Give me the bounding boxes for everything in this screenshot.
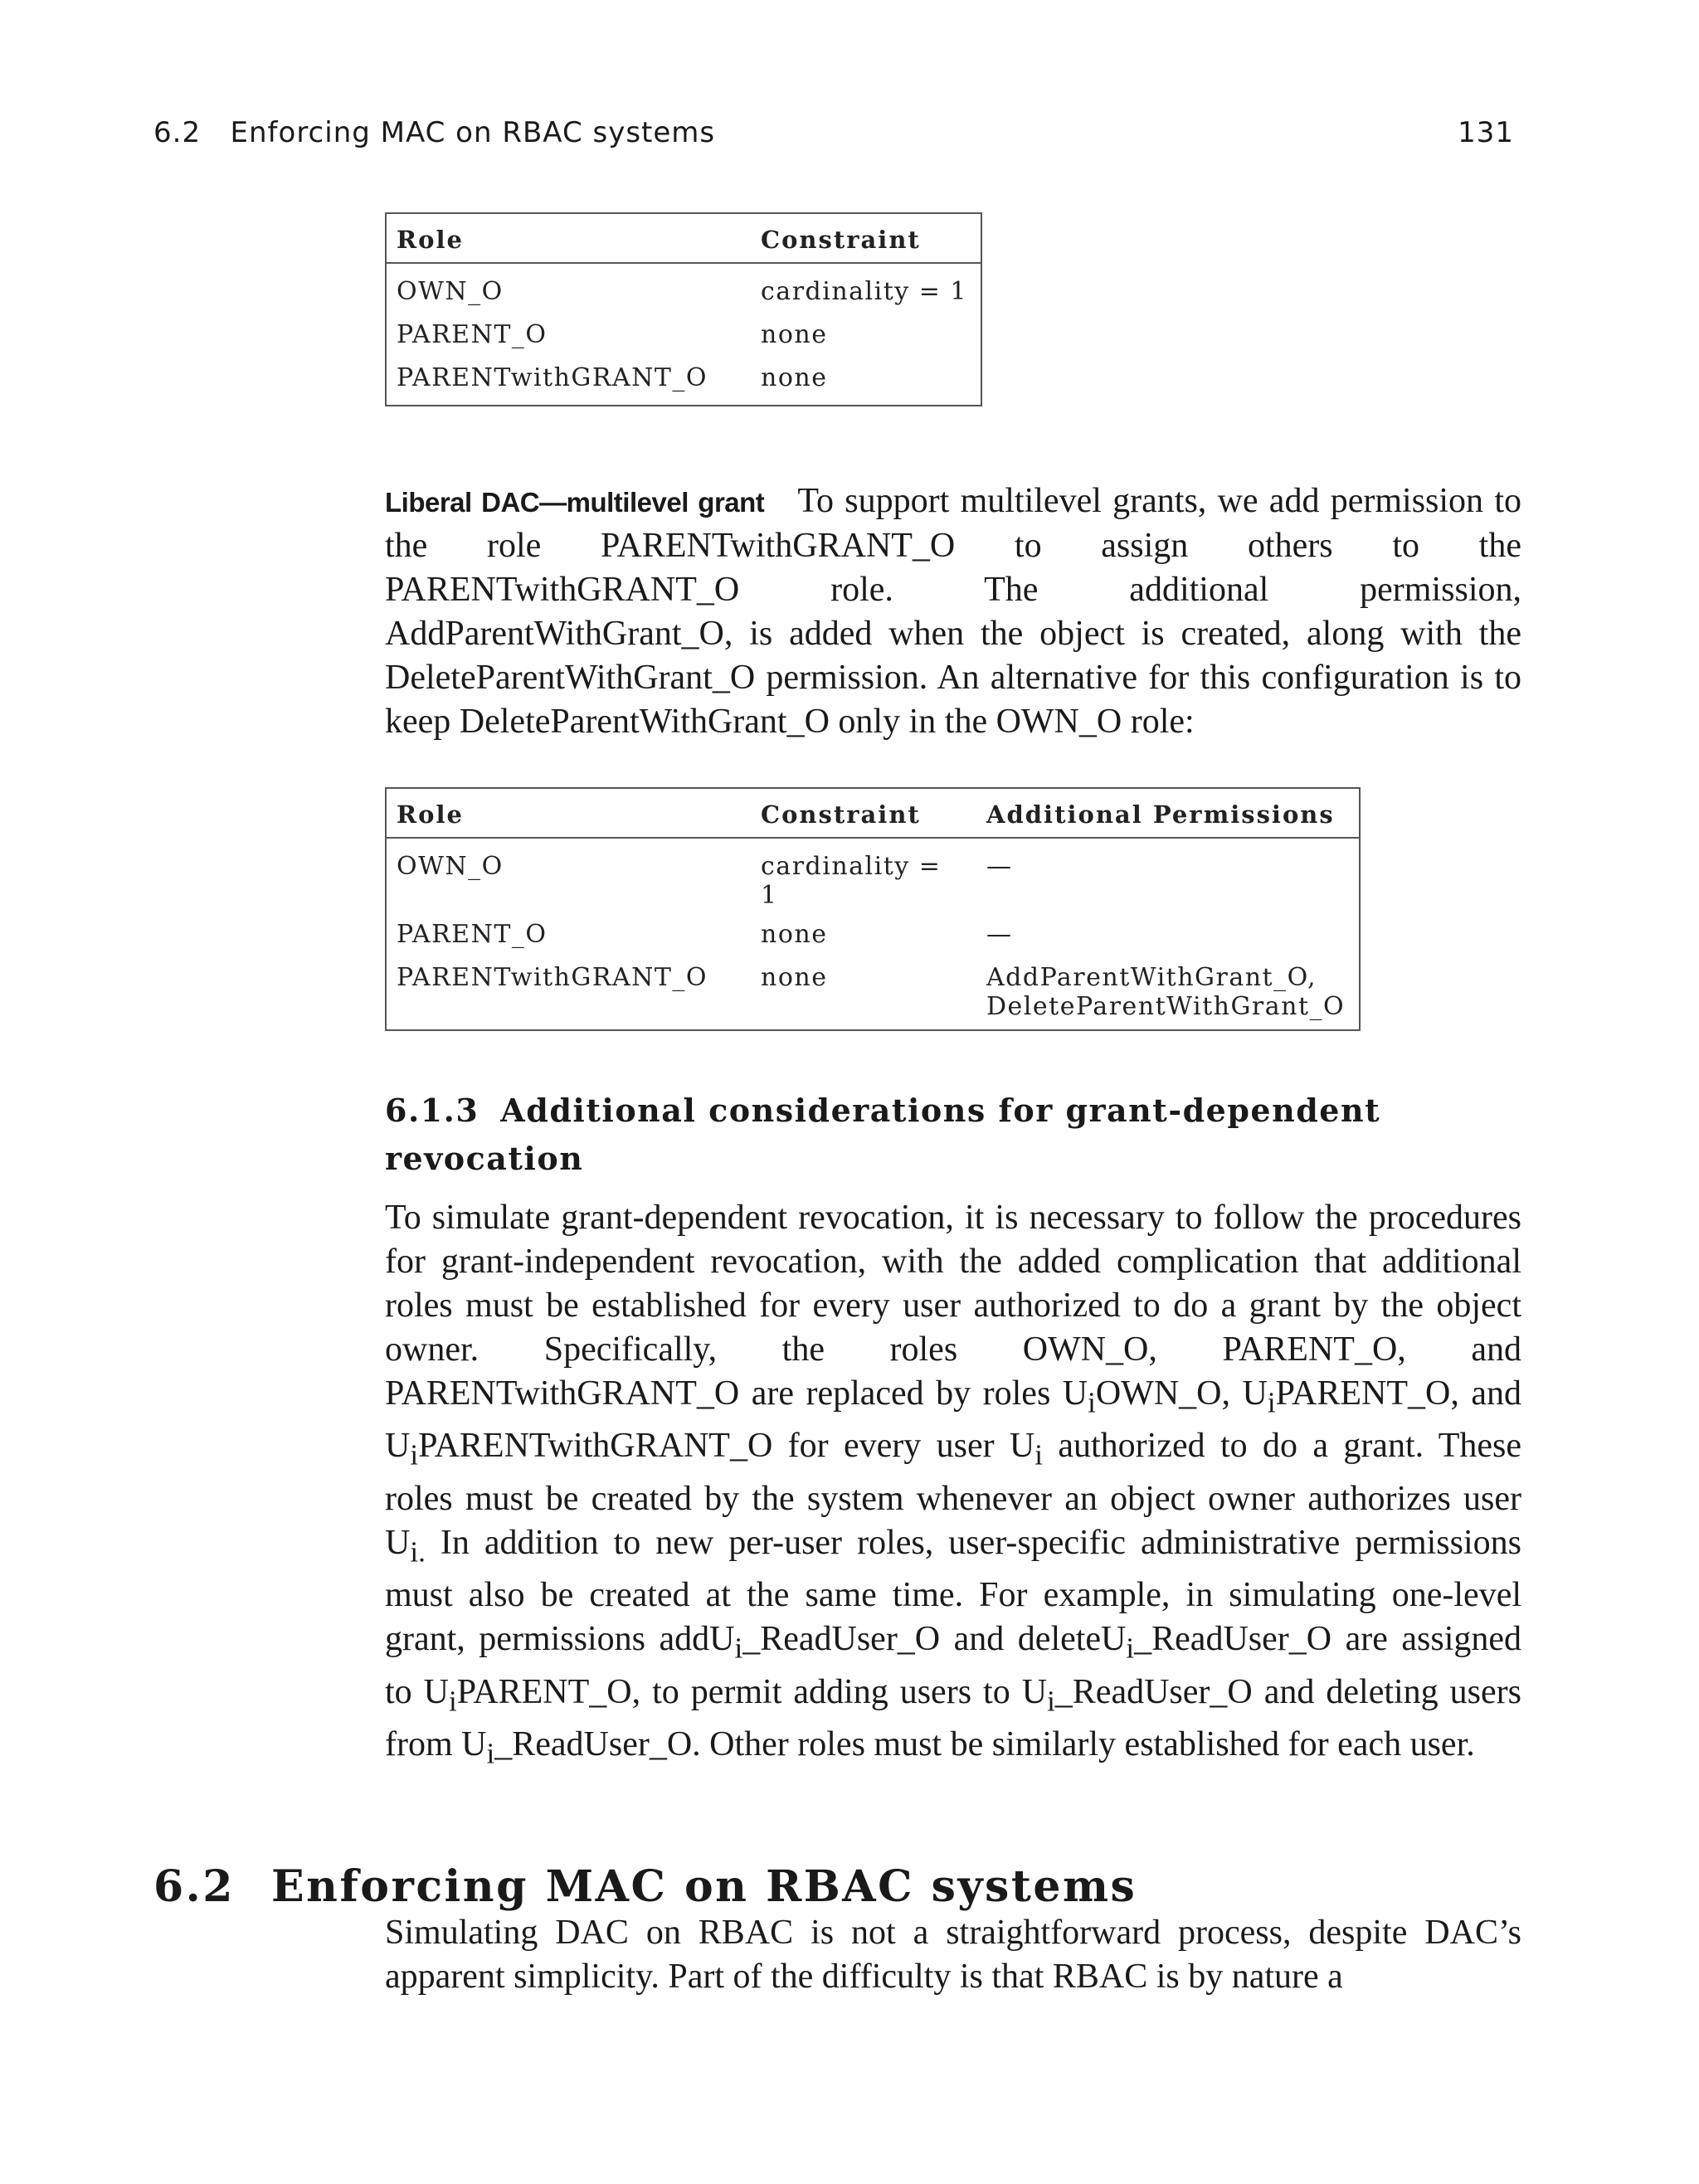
- section-heading: [153, 1861, 1481, 1912]
- table-row: [386, 915, 1360, 958]
- table-header: Constraint: [751, 788, 976, 838]
- table-row: [386, 838, 1360, 915]
- run-in-heading: Liberal DAC—multilevel grant: [385, 487, 765, 518]
- running-head-title: 6.2 Enforcing MAC on RBAC systems: [153, 116, 716, 149]
- section-intro-paragraph: Simulating DAC on RBAC is not a straightforward process, despite DAC’s apparent simplicity. Part of the difficulty is that RBAC is by nature a: [385, 1914, 1521, 1996]
- role-constraint-table: [385, 212, 982, 406]
- table-header: Constraint: [751, 213, 981, 263]
- table-row: [386, 358, 981, 406]
- table-cell: none: [761, 320, 828, 349]
- subsection-title: Additional considerations for grant-dependent revocation: [385, 1092, 1381, 1177]
- table-cell: PARENTwithGRANT_O: [397, 963, 708, 992]
- table-header: Role: [386, 788, 751, 838]
- table-header-row: [386, 788, 1360, 838]
- permission-line: AddParentWithGrant_O,: [986, 963, 1317, 992]
- table-header: Role: [386, 213, 751, 263]
- section-title: Enforcing MAC on RBAC systems: [271, 1861, 1137, 1912]
- table-cell: none: [761, 920, 828, 949]
- section-number: 6.2: [153, 1861, 235, 1912]
- table-row: [386, 315, 981, 358]
- table-cell: OWN_O: [397, 277, 504, 306]
- table-cell: none: [761, 963, 828, 992]
- paragraph-text: To support multilevel grants, we add permission to the role PARENTwithGRANT_O to assign others to the PARENTwithGRANT_O role. The additional permission, AddParentWithGrant_O, is added when the object is created, along with the DeleteParentWithGrant_O permission. An alternative for this configuration is to keep DeleteParentWithGrant_O only in the OWN_O role:: [385, 482, 1521, 741]
- table-header-row: [386, 213, 981, 263]
- table-cell: [976, 958, 1360, 1030]
- table-row: [386, 263, 981, 315]
- table-cell: cardinality = 1: [761, 852, 942, 910]
- role-permissions-table: [385, 787, 1361, 1031]
- table-cell: —: [986, 920, 1013, 949]
- page-number: 131: [1458, 116, 1514, 149]
- subsection-heading: [385, 1087, 1463, 1183]
- grant-dependent-paragraph: To simulate grant-dependent revocation, it is necessary to follow the procedures for grant-independent revocation, with the added complication that additional roles must be established for every user authorized to do a grant by the object owner. Specifically, the roles OWN_O, PARENT_O, and PARENTwithGRANT_O are replaced by roles $U_iOWN\_O$, $U_iPARENT\_O$, and $U_iPARENTwithGRANT\_O$ for every user $U_i$ authorized to do a grant. These roles must be created by the system whenever an object owner authorizes user $U_{i.}$ In addition to new per-user roles, user-specific administrative permissions must also be created at the same time. For example, in simulating one-level grant, permissions addU$_i$_ReadUser_O and deleteU$_i$_ReadUser_O are assigned to $U_iPARENT\_O$, to permit adding users to $U_i\_ReadUser\_O$ and deleting users from $U_i\_ReadUser\_O$. Other roles must be similarly established for each user.: [385, 1199, 1522, 1770]
- table-cell: —: [986, 852, 1013, 881]
- table-cell: PARENTwithGRANT_O: [397, 363, 708, 392]
- table-cell: cardinality = 1: [761, 277, 968, 306]
- table-cell: PARENT_O: [397, 920, 548, 949]
- subsection-number: 6.1.3: [385, 1092, 480, 1129]
- table-cell: none: [761, 363, 828, 392]
- liberal-dac-paragraph: [385, 479, 1521, 744]
- table-cell: OWN_O: [397, 852, 504, 881]
- running-head: [153, 116, 1514, 156]
- table-cell: PARENT_O: [397, 320, 548, 349]
- permission-line: DeleteParentWithGrant_O: [986, 992, 1346, 1021]
- table-row: [386, 958, 1360, 1030]
- table-header: Additional Permissions: [976, 788, 1360, 838]
